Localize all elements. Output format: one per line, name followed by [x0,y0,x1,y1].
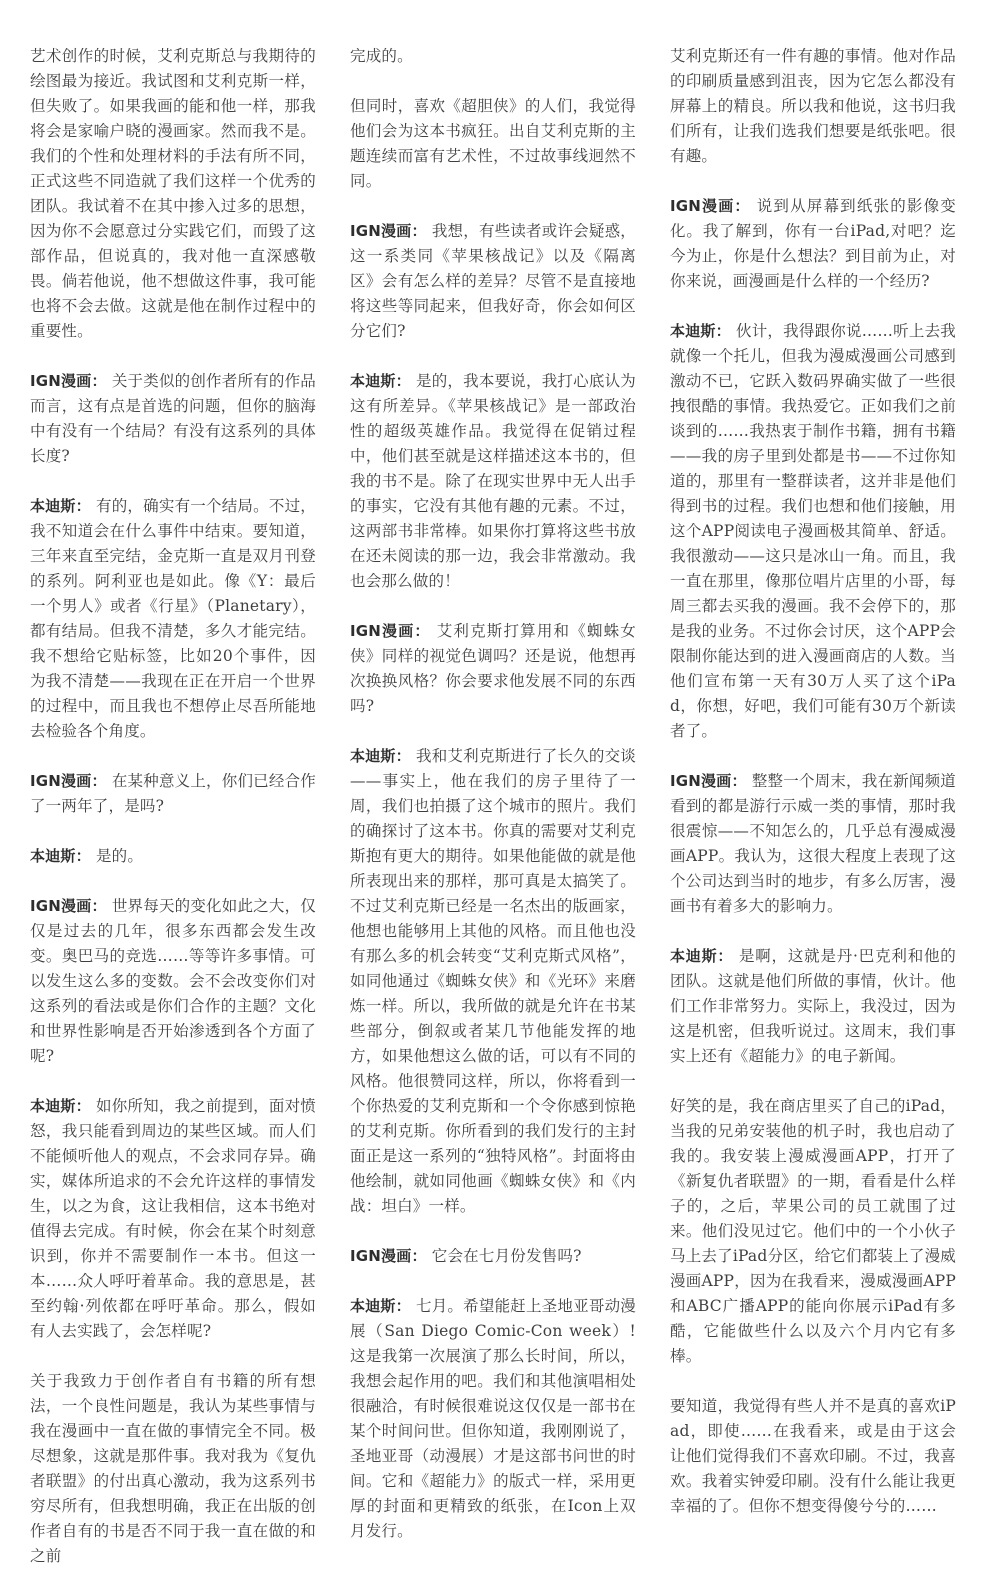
paragraph: IGN漫画： 关于类似的创作者所有的作品而言，这有点是首选的问题，但你的脑海中有没有一个结局？有没有这系列的具体长度? [30,372,316,465]
speaker-label: 本迪斯： [30,847,91,865]
speaker-label: 本迪斯： [350,372,411,390]
speaker-label: IGN漫画： [30,372,107,390]
paragraph: 艺术创作的时候，艾利克斯总与我期待的绘图最为接近。我试图和艾利克斯一样，但失败了。如果我画的能和他一样，那我将会是家喻户晓的漫画家。然而我不是。我们的个性和处理材料的手法有所不同，正式这些不同造就了我们这样一个优秀的团队。我试着不在其中掺入过多的思想，因为你不会愿意过分实践它们，而毁了这部作品，但说真的，我对他一直深感敬畏。倘若他说，他不想做这件事，我可能也将不会去做。这就是他在制作过程中的重要性。 [30,47,316,340]
text-column-1 [30,44,316,1565]
paragraph: IGN漫画： 世界每天的变化如此之大，仅仅是过去的几年，很多东西都会发生改变。奥巴马的竞选……等等许多事情。可以发生这么多的变数。会不会改变你们对这系列的看法或是你们合作的主题？文化和世界性影响是否开始渗透到各个方面了呢? [30,897,316,1065]
speaker-label: IGN漫画： [670,772,747,790]
text-column-3 [670,44,956,1528]
speaker-label: IGN漫画： [30,772,107,790]
paragraph: 要知道，我觉得有些人并不是真的喜欢iPad，即使……在我看来，或是由于这会让他们觉得我们不喜欢印刷。不过，我喜欢。我着实钟爱印刷。没有什么能让我更幸福的了。但你不想变得傻兮兮的…… [670,1397,956,1515]
paragraph: IGN漫画： 它会在七月份发售吗? [350,1247,582,1265]
speaker-label: IGN漫画： [30,897,107,915]
paragraph: 本迪斯： 七月。希望能赶上圣地亚哥动漫展（San Diego Comic-Con week）!这是我第一次展演了那么长时间，所以，我想会起作用的吧。我们和其他演唱相处很融洽，有时候很难说这仅仅是一部书在某个时间问世。但你知道，我刚刚说了，圣地亚哥（动漫展）才是这部书问世的时间。它和《超能力》的版式一样，采用更厚的封面和更精致的纸张，在Icon上双月发行。 [350,1297,636,1540]
paragraph: 本迪斯： 如你所知，我之前提到，面对愤怒，我只能看到周边的某些区域。而人们不能倾听他人的观点，不会求同存异。确实，媒体所追求的不会允许这样的事情发生，以之为食，这让我相信，这本书绝对值得去完成。有时候，你会在某个时刻意识到，你并不需要制作一本书。但这一本……众人呼吁着革命。我的意思是，甚至约翰·列侬都在呼吁革命。那么，假如有人去实践了，会怎样呢? [30,1097,316,1340]
paragraph: 完成的。 [350,47,413,65]
speaker-label: 本迪斯： [670,322,731,340]
speaker-label: IGN漫画： [350,222,427,240]
paragraph: IGN漫画： 艾利克斯打算用和《蜘蛛女侠》同样的视觉色调吗？还是说，他想再次换换风格？你会要求他发展不同的东西吗? [350,622,636,715]
paragraph: 本迪斯： 是的，我本要说，我打心底认为这有所差异。《苹果核战记》是一部政治性的超级英雄作品。我觉得在促销过程中，他们甚至就是这样描述这本书的，但我的书不是。除了在现实世界中无人出手的事实，它没有其他有趣的元素。不过，这两部书非常棒。如果你打算将这些书放在还未阅读的那一边，我会非常激动。我也会那么做的！ [350,372,636,590]
paragraph: IGN漫画： 整整一个周末，我在新闻频道看到的都是游行示威一类的事情，那时我很震惊——不知怎么的，几乎总有漫威漫画APP。我认为，这很大程度上表现了这个公司达到当时的地步，有多么厉害，漫画书有着多大的影响力。 [670,772,956,915]
speaker-label: 本迪斯： [350,747,411,765]
speaker-label: 本迪斯： [350,1297,411,1315]
paragraph: 好笑的是，我在商店里买了自己的iPad，当我的兄弟安装他的机子时，我也启动了我的。我安装上漫威漫画APP，打开了《新复仇者联盟》的一期，看看是什么样子的，之后，苹果公司的员工就围了过来。他们没见过它。他们中的一个小伙子马上去了iPad分区，给它们都装上了漫威漫画APP，因为在我看来，漫威漫画APP和ABC广播APP的能向你展示iPad有多酷，它能做些什么以及六个月内它有多棒。 [670,1097,956,1365]
speaker-label: IGN漫画： [350,622,431,640]
speaker-label: IGN漫画： [350,1247,427,1265]
paragraph: IGN漫画： 在某种意义上，你们已经合作了一两年了，是吗? [30,772,316,815]
speaker-label: IGN漫画： [670,197,751,215]
text-column-2 [350,44,636,1540]
paragraph: 本迪斯： 是啊，这就是丹·巴克利和他的团队。这就是他们所做的事情，伙计。他们工作非常努力。实际上，我没过，因为这是机密，但我听说过。这周末，我们事实上还有《超能力》的电子新闻。 [670,947,956,1065]
speaker-label: 本迪斯： [30,1097,91,1115]
paragraph: 但同时，喜欢《超胆侠》的人们，我觉得他们会为这本书疯狂。出自艾利克斯的主题连续而富有艺术性，不过故事线迥然不同。 [350,97,636,190]
paragraph: 艾利克斯还有一件有趣的事情。他对作品的印刷质量感到沮丧，因为它怎么都没有屏幕上的精良。所以我和他说，这书归我们所有，让我们选我们想要是纸张吧。很有趣。 [670,47,956,165]
paragraph: IGN漫画： 我想，有些读者或许会疑惑，这一系类同《苹果核战记》以及《隔离区》会有怎么样的差异？尽管不是直接地将这些等同起来，但我好奇，你会如何区分它们? [350,222,636,340]
speaker-label: 本迪斯： [30,497,91,515]
paragraph: 本迪斯： 我和艾利克斯进行了长久的交谈——事实上，他在我们的房子里待了一周，我们也拍摄了这个城市的照片。我们的确探讨了这本书。你真的需要对艾利克斯抱有更大的期待。如果他能做的就是他所表现出来的那样，那可真是太搞笑了。不过艾利克斯已经是一名杰出的版画家，他想也能够用上其他的风格。而且他也没有那么多的机会转变“艾利克斯式风格”，如同他通过《蜘蛛女侠》和《光环》来磨炼一样。所以，我所做的就是允许在书某些部分，倒叙或者某几节他能发挥的地方，如果他想这么做的话，可以有不同的风格。他很赞同这样，所以，你将看到一个你热爱的艾利克斯和一个令你感到惊艳的艾利克斯。你所看到的我们发行的主封面正是这一系列的“独特风格”。封面将由他绘制，就如同他画《蜘蛛女侠》和《内战：坦白》一样。 [350,747,636,1215]
paragraph: IGN漫画： 说到从屏幕到纸张的影像变化。我了解到，你有一台iPad,对吧？迄今为止，你是什么想法？到目前为止，对你来说，画漫画是什么样的一个经历? [670,197,956,290]
paragraph: 关于我致力于创作者自有书籍的所有想法，一个良性问题是，我认为某些事情与我在漫画中一直在做的事情完全不同。极尽想象，这就是那件事。我对我为《复仇者联盟》的付出真心激动，我为这系列书穷尽所有，但我想明确，我正在出版的创作者自有的书是否不同于我一直在做的和之前 [30,1372,316,1565]
paragraph: 本迪斯： 有的，确实有一个结局。不过，我不知道会在什么事件中结束。要知道，三年来直至完结，金克斯一直是双月刊登的系列。阿利亚也是如此。像《Y：最后一个男人》或者《行星》（Planetary），都有结局。但我不清楚，多久才能完结。我不想给它贴标签，比如20个事件，因为我不清楚——我现在正在开启一个世界的过程中，而且我也不想停止尽吾所能地去检验各个角度。 [30,497,316,740]
paragraph: 本迪斯： 是的。 [30,847,144,865]
speaker-label: 本迪斯： [670,947,734,965]
paragraph: 本迪斯： 伙计，我得跟你说……听上去我就像一个托儿，但我为漫威漫画公司感到激动不已，它跃入数码界确实做了一些很拽很酷的事情。我热爱它。正如我们之前谈到的……我热衷于制作书籍，拥有书籍——我的房子里到处都是书——不过你知道的，那里有一整群读者，这并非是他们得到书的过程。我们也想和他们接触，用这个APP阅读电子漫画极其简单、舒适。我很激动——这只是冰山一角。而且，我一直在那里，像那位唱片店里的小哥，每周三都去买我的漫画。我不会停下的，那是我的业务。不过你会讨厌，这个APP会限制你能达到的进入漫画商店的人数。当他们宣布第一天有30万人买了这个iPad，你想，好吧，我们可能有30万个新读者了。 [670,322,956,740]
